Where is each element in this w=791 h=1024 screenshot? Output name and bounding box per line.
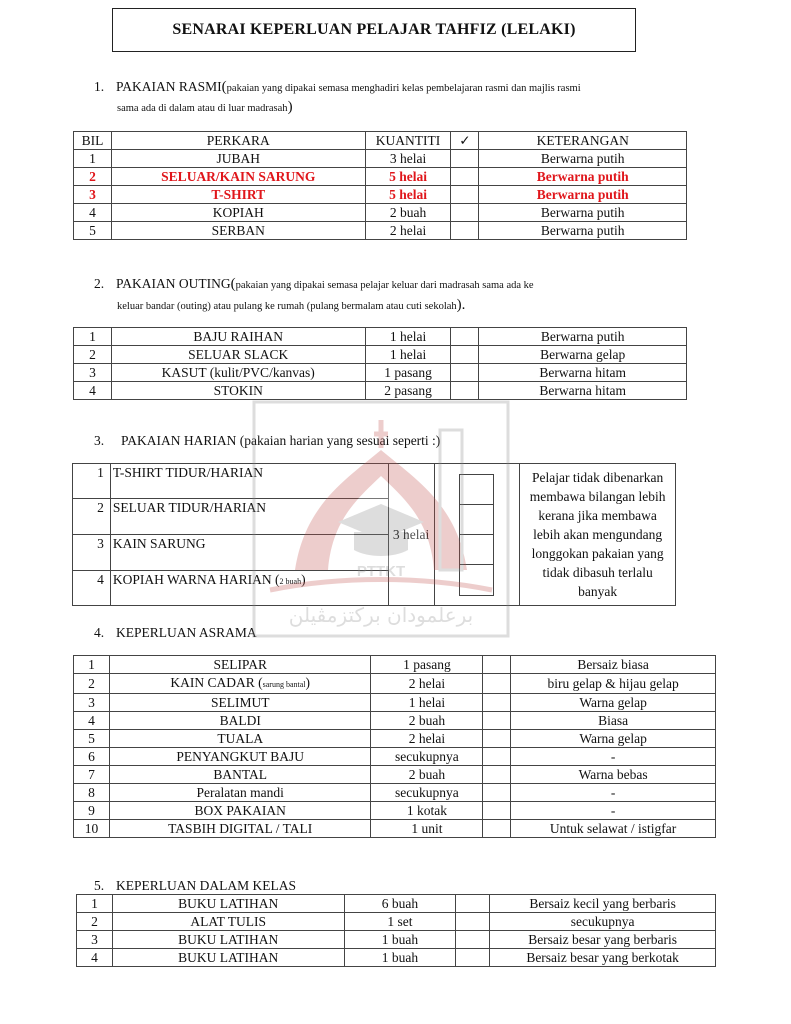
row-qty: 1 pasang [371, 656, 483, 674]
row-item: SELIPAR [109, 656, 371, 674]
row-item: SERBAN [111, 222, 365, 240]
row-note: Berwarna hitam [479, 364, 687, 382]
table-row [73, 464, 676, 499]
watermark-logo-text: PTTKT [356, 563, 406, 580]
section-3-table [72, 463, 676, 606]
row-qty: 1 pasang [365, 364, 451, 382]
row-item: KOPIAH WARNA HARIAN (2 buah) [110, 571, 388, 606]
section-3-check-cell[interactable] [434, 464, 520, 606]
row-qty: 1 helai [365, 346, 451, 364]
row-note: - [511, 802, 716, 820]
row-check-cell[interactable] [456, 913, 490, 931]
row-qty: 5 helai [365, 186, 451, 204]
row-qty: 1 set [344, 913, 456, 931]
row-bil: 2 [73, 498, 111, 534]
table-row [74, 328, 687, 346]
row-qty: 2 helai [371, 674, 483, 694]
row-item: STOKIN [111, 382, 365, 400]
row-item: KAIN SARUNG [110, 534, 388, 570]
page-title: SENARAI KEPERLUAN PELAJAR TAHFIZ (LELAKI) [112, 8, 636, 52]
row-check-cell[interactable] [451, 328, 479, 346]
row-item: ALAT TULIS [112, 913, 344, 931]
table-row [74, 364, 687, 382]
section-1-heading: 1. PAKAIAN RASMI(pakaian yang dipakai semasa menghadiri kelas pembelajaran rasmi dan majlis rasmi [94, 79, 581, 95]
row-check-cell[interactable] [483, 712, 511, 730]
row-item: BOX PAKAIAN [109, 802, 371, 820]
section-1-note-line2: sama ada di dalam atau di luar madrasah) [117, 99, 293, 115]
row-check-cell[interactable] [483, 820, 511, 838]
section-2-table [73, 327, 687, 400]
header-keterangan: KETERANGAN [479, 132, 687, 150]
row-qty: secukupnya [371, 748, 483, 766]
row-note: secukupnya [490, 913, 716, 931]
row-check-cell[interactable] [483, 784, 511, 802]
row-qty: 2 helai [371, 730, 483, 748]
table-row [74, 674, 716, 694]
row-item: BANTAL [109, 766, 371, 784]
table-row [74, 222, 687, 240]
row-bil: 6 [74, 748, 110, 766]
row-note: Warna gelap [511, 730, 716, 748]
row-check-cell[interactable] [451, 222, 479, 240]
row-bil: 3 [74, 186, 112, 204]
row-bil: 3 [74, 364, 112, 382]
row-qty: 2 buah [365, 204, 451, 222]
section-4-heading: 4. KEPERLUAN ASRAMA [94, 625, 257, 640]
check-box-3[interactable] [460, 535, 493, 565]
header-perkara: PERKARA [111, 132, 365, 150]
row-note: Berwarna putih [479, 186, 687, 204]
table-row [74, 150, 687, 168]
row-qty: 1 kotak [371, 802, 483, 820]
row-note: Berwarna gelap [479, 346, 687, 364]
row-bil: 10 [74, 820, 110, 838]
watermark-arabic-text: برعلمودان بركتزمڤيلن [288, 603, 474, 627]
table-row [74, 656, 716, 674]
row-qty: 2 buah [371, 712, 483, 730]
row-item: TASBIH DIGITAL / TALI [109, 820, 371, 838]
row-check-cell[interactable] [483, 656, 511, 674]
row-check-cell[interactable] [483, 766, 511, 784]
row-check-cell[interactable] [456, 895, 490, 913]
row-bil: 1 [77, 895, 113, 913]
row-bil: 2 [74, 346, 112, 364]
check-box-4[interactable] [460, 565, 493, 594]
row-bil: 7 [74, 766, 110, 784]
row-item: PENYANGKUT BAJU [109, 748, 371, 766]
row-bil: 1 [74, 150, 112, 168]
table-row [74, 730, 716, 748]
section-3-heading: 3. PAKAIAN HARIAN (pakaian harian yang sesuai seperti :) [94, 433, 441, 448]
table-row [77, 931, 716, 949]
row-qty: 2 helai [365, 222, 451, 240]
row-qty: secukupnya [371, 784, 483, 802]
row-qty: 1 helai [371, 694, 483, 712]
row-check-cell[interactable] [451, 204, 479, 222]
row-item: SELUAR SLACK [111, 346, 365, 364]
row-check-cell[interactable] [456, 931, 490, 949]
row-bil: 2 [77, 913, 113, 931]
row-note: - [511, 784, 716, 802]
row-item: T-SHIRT [111, 186, 365, 204]
table-row [74, 802, 716, 820]
row-item: KASUT (kulit/PVC/kanvas) [111, 364, 365, 382]
table-row [77, 913, 716, 931]
row-note: Biasa [511, 712, 716, 730]
section-2-heading: 2. PAKAIAN OUTING(pakaian yang dipakai semasa pelajar keluar dari madrasah sama ada ke [94, 276, 534, 292]
table-row [74, 712, 716, 730]
row-check-cell[interactable] [451, 168, 479, 186]
table-header-row [74, 132, 687, 150]
row-qty: 1 unit [371, 820, 483, 838]
row-qty: 5 helai [365, 168, 451, 186]
row-qty: 1 buah [344, 931, 456, 949]
row-check-cell[interactable] [483, 730, 511, 748]
row-check-cell[interactable] [451, 382, 479, 400]
row-bil: 3 [77, 931, 113, 949]
row-item: SELUAR/KAIN SARUNG [111, 168, 365, 186]
row-item: SELIMUT [109, 694, 371, 712]
header-check: ✓ [451, 132, 479, 150]
row-item: T-SHIRT TIDUR/HARIAN [110, 464, 388, 499]
row-check-cell[interactable] [483, 802, 511, 820]
table-row [77, 949, 716, 967]
table-row [74, 784, 716, 802]
row-qty: 1 helai [365, 328, 451, 346]
header-kuantiti: KUANTITI [365, 132, 451, 150]
row-note: Berwarna putih [479, 222, 687, 240]
table-row [74, 820, 716, 838]
row-qty: 3 helai [365, 150, 451, 168]
row-check-cell[interactable] [451, 364, 479, 382]
row-bil: 1 [74, 328, 112, 346]
row-note: Berwarna hitam [479, 382, 687, 400]
row-check-cell[interactable] [483, 694, 511, 712]
row-note: Berwarna putih [479, 204, 687, 222]
check-box-2[interactable] [460, 505, 493, 535]
table-row [74, 346, 687, 364]
section-3-note: Pelajar tidak dibenarkan membawa bilangan lebih kerana jika membawa lebih akan mengundang longgokan pakaian yang tidak dibasuh terlalu banyak [520, 464, 676, 606]
row-item: Peralatan mandi [109, 784, 371, 802]
section-3-qty: 3 helai [388, 464, 434, 606]
row-bil: 4 [74, 204, 112, 222]
row-item: TUALA [109, 730, 371, 748]
row-qty: 2 buah [371, 766, 483, 784]
row-note: Berwarna putih [479, 168, 687, 186]
row-check-cell[interactable] [483, 748, 511, 766]
row-bil: 4 [77, 949, 113, 967]
row-note: Bersaiz biasa [511, 656, 716, 674]
row-bil: 4 [73, 571, 111, 606]
row-item: JUBAH [111, 150, 365, 168]
row-bil: 3 [74, 694, 110, 712]
row-note: Warna bebas [511, 766, 716, 784]
check-box-1[interactable] [460, 475, 493, 505]
row-bil: 2 [74, 674, 110, 694]
row-item: BUKU LATIHAN [112, 895, 344, 913]
row-bil: 5 [74, 222, 112, 240]
row-item: BUKU LATIHAN [112, 931, 344, 949]
row-note: Bersaiz besar yang berkotak [490, 949, 716, 967]
row-check-cell[interactable] [451, 346, 479, 364]
row-bil: 1 [73, 464, 111, 499]
row-item: KOPIAH [111, 204, 365, 222]
section-2-note-line2: keluar bandar (outing) atau pulang ke rumah (pulang bermalam atau cuti sekolah). [117, 297, 466, 313]
row-item: BUKU LATIHAN [112, 949, 344, 967]
table-row [74, 694, 716, 712]
table-row [74, 204, 687, 222]
row-note: biru gelap & hijau gelap [511, 674, 716, 694]
row-bil: 5 [74, 730, 110, 748]
section-5-table [76, 894, 716, 967]
row-item: BALDI [109, 712, 371, 730]
row-bil: 1 [74, 656, 110, 674]
row-check-cell[interactable] [483, 674, 511, 694]
section-3-check-boxes [459, 474, 494, 596]
row-note: - [511, 748, 716, 766]
row-bil: 4 [74, 382, 112, 400]
table-row [74, 382, 687, 400]
row-item: SELUAR TIDUR/HARIAN [110, 498, 388, 534]
row-bil: 2 [74, 168, 112, 186]
row-check-cell[interactable] [451, 186, 479, 204]
row-note: Berwarna putih [479, 150, 687, 168]
row-note: Warna gelap [511, 694, 716, 712]
table-row [74, 748, 716, 766]
row-item: BAJU RAIHAN [111, 328, 365, 346]
row-check-cell[interactable] [456, 949, 490, 967]
row-bil: 9 [74, 802, 110, 820]
table-row [74, 186, 687, 204]
row-bil: 4 [74, 712, 110, 730]
row-qty: 2 pasang [365, 382, 451, 400]
section-1-table [73, 131, 687, 240]
row-bil: 3 [73, 534, 111, 570]
section-5-heading: 5. KEPERLUAN DALAM KELAS [94, 878, 296, 893]
table-row [77, 895, 716, 913]
row-item: KAIN CADAR (sarung bantal) [109, 674, 371, 694]
row-qty: 6 buah [344, 895, 456, 913]
row-note: Bersaiz besar yang berbaris [490, 931, 716, 949]
row-note: Untuk selawat / istigfar [511, 820, 716, 838]
row-qty: 1 buah [344, 949, 456, 967]
row-note: Bersaiz kecil yang berbaris [490, 895, 716, 913]
table-row [74, 766, 716, 784]
row-check-cell[interactable] [451, 150, 479, 168]
row-bil: 8 [74, 784, 110, 802]
table-row [74, 168, 687, 186]
row-note: Berwarna putih [479, 328, 687, 346]
header-bil: BIL [74, 132, 112, 150]
section-4-table [73, 655, 716, 838]
